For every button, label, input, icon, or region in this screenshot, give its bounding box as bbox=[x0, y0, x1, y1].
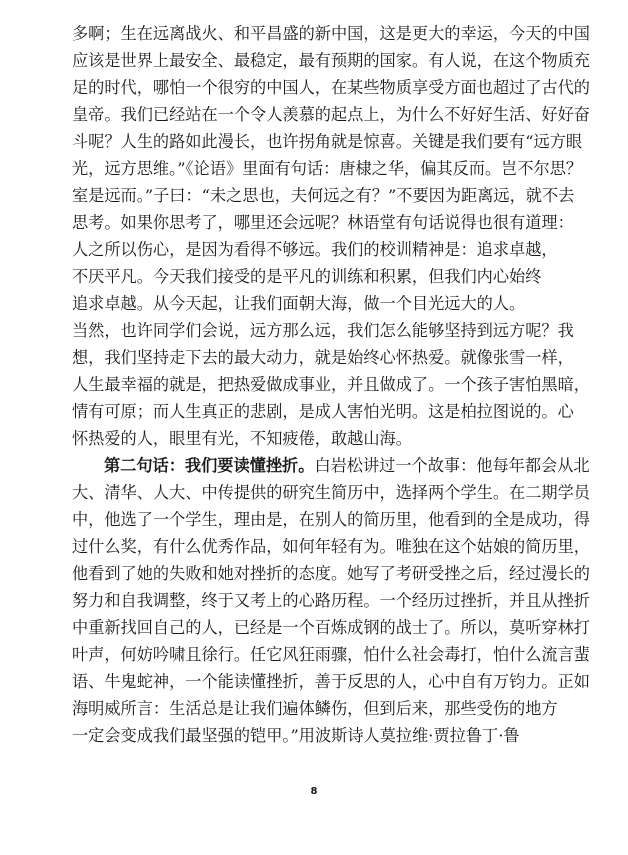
text-line: 足的时代，哪怕一个很穷的中国人，在某些物质享受方面也超过了古代的 bbox=[72, 78, 590, 97]
text-line: 过什么奖，有什么优秀作品，如何年轻有为。唯独在这个姑娘的简历里， bbox=[72, 537, 590, 556]
text-line: 室是远而。”子曰：“未之思也，夫何远之有？”不要因为距离远，就不去 bbox=[72, 186, 575, 205]
section-first-line bbox=[72, 452, 590, 479]
text-line: 情有可原；而人生真正的悲剧，是成人害怕光明。这是柏拉图说的。心 bbox=[72, 402, 574, 421]
text-line: 海明威所言：生活总是让我们遍体鳞伤，但到后来，那些受伤的地方 bbox=[72, 699, 558, 718]
text-line: 斗呢？人生的路如此漫长，也许拐角就是惊喜。关键是我们要有“远方眼 bbox=[72, 132, 583, 151]
text-line: 当然，也许同学们会说，远方那么远，我们怎么能够坚持到远方呢？我 bbox=[72, 321, 574, 340]
text-line: 怀热爱的人，眼里有光，不知疲倦，敢越山海。 bbox=[72, 429, 412, 448]
text-line: 中重新找回自己的人，已经是一个百炼成钢的战士了。所以，莫听穿林打 bbox=[72, 618, 590, 637]
text-line: 皇帝。我们已经站在一个令人羡慕的起点上，为什么不好好生活、好好奋 bbox=[72, 105, 590, 124]
text-line: 中，他选了一个学生，理由是，在别人的简历里，他看到的全是成功，得 bbox=[72, 510, 590, 529]
text-line: 不厌平凡。今天我们接受的是平凡的训练和积累，但我们内心始终 bbox=[72, 267, 542, 286]
text-line: 一定会变成我们最坚强的铠甲。”用波斯诗人莫拉维·贾拉鲁丁·鲁 bbox=[72, 726, 520, 745]
text-line: 努力和自我调整，终于又考上的心路历程。一个经历过挫折，并且从挫折 bbox=[72, 591, 590, 610]
text-line: 应该是世界上最安全、最稳定，最有预期的国家。有人说，在这个物质充 bbox=[72, 51, 590, 70]
document-body bbox=[72, 20, 590, 749]
section-first-line-text: 白岩松讲过一个故事：他每年都会从北 bbox=[314, 456, 590, 475]
text-line: 想，我们坚持走下去的最大动力，就是始终心怀热爱。就像张雪一样， bbox=[72, 348, 574, 367]
section-heading: 第二句话：我们要读懂挫折。 bbox=[104, 456, 315, 475]
text-line: 语、牛鬼蛇神，一个能读懂挫折，善于反思的人，心中自有万钧力。正如 bbox=[72, 672, 590, 691]
text-line: 大、清华、人大、中传提供的研究生简历中，选择两个学生。在二期学员 bbox=[72, 483, 590, 502]
text-line: 多啊；生在远离战火、和平昌盛的新中国，这是更大的幸运，今天的中国 bbox=[72, 24, 590, 43]
text-line: 他看到了她的失败和她对挫折的态度。她写了考研受挫之后，经过漫长的 bbox=[72, 564, 590, 583]
text-line: 光，远方思维。”《论语》里面有句话：唐棣之华，偏其反而。岂不尔思？ bbox=[72, 159, 583, 178]
text-line: 思考。如果你思考了，哪里还会远呢？林语堂有句话说得也很有道理： bbox=[72, 213, 574, 232]
text-line: 人生最幸福的就是，把热爱做成事业，并且做成了。一个孩子害怕黑暗， bbox=[72, 375, 590, 394]
text-line: 人之所以伤心，是因为看得不够远。我们的校训精神是：追求卓越， bbox=[72, 240, 558, 259]
text-line: 追求卓越。从今天起，让我们面朝大海，做一个目光远大的人。 bbox=[72, 294, 526, 313]
text-line: 叶声，何妨吟啸且徐行。任它风狂雨骤，怕什么社会毒打，怕什么流言蜚 bbox=[72, 645, 590, 664]
page-number: 8 bbox=[310, 786, 318, 797]
